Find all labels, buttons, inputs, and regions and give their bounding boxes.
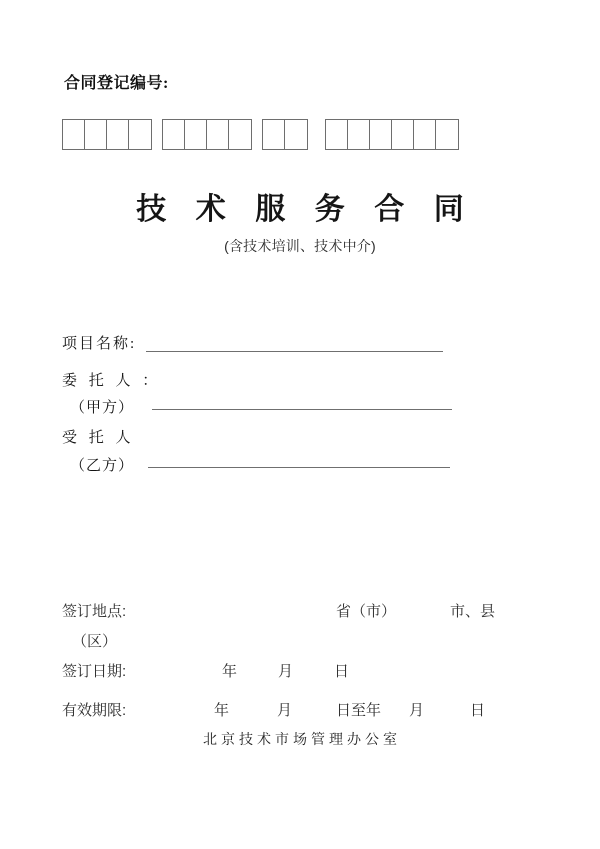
validity-end-month-unit: 月 (409, 702, 425, 719)
registration-number-cell[interactable] (370, 120, 392, 149)
project-name-label: 项目名称: (62, 336, 137, 352)
registration-number-cell[interactable] (129, 120, 151, 149)
validity-start-month-unit: 月 (277, 702, 293, 719)
signing-province-label: 省（市） (336, 603, 397, 620)
registration-number-cell[interactable] (263, 120, 285, 149)
registration-number-cell[interactable] (85, 120, 107, 149)
signing-date-label: 签订日期: (62, 663, 127, 680)
registration-number-cell[interactable] (348, 120, 370, 149)
validity-end-day-unit: 日 (470, 702, 486, 719)
registration-number-cell[interactable] (392, 120, 414, 149)
registration-number-cell[interactable] (207, 120, 229, 149)
registration-box-group-3[interactable] (262, 119, 308, 150)
registration-number-cell[interactable] (436, 120, 458, 149)
registration-number-cell[interactable] (107, 120, 129, 149)
registration-number-cell[interactable] (414, 120, 436, 149)
validity-term-label: 有效期限: (62, 702, 127, 719)
client-party-a-label: （甲方） (70, 400, 135, 416)
registration-box-group-2[interactable] (162, 119, 252, 150)
page-subtitle: (含技术培训、技术中介) (224, 238, 376, 254)
registration-number-boxes (0, 119, 600, 151)
client-input-rule[interactable] (152, 409, 452, 410)
signing-date-year-unit: 年 (222, 663, 238, 680)
registration-number-cell[interactable] (63, 120, 85, 149)
registration-number-cell[interactable] (163, 120, 185, 149)
registration-number-cell[interactable] (285, 120, 307, 149)
client-label: 委 托 人 ： (62, 373, 162, 389)
issuing-authority: 北京技术市场管理办公室 (203, 733, 401, 748)
registration-number-cell[interactable] (185, 120, 207, 149)
registration-box-group-4[interactable] (325, 119, 459, 150)
registration-number-cell[interactable] (326, 120, 348, 149)
signing-district-label: （区） (72, 633, 118, 650)
signing-date-day-unit: 日 (334, 663, 350, 680)
registration-number-cell[interactable] (229, 120, 251, 149)
signing-date-month-unit: 月 (278, 663, 294, 680)
contractor-party-b-label: （乙方） (70, 458, 135, 474)
project-name-input-rule[interactable] (146, 351, 443, 352)
signing-place-label: 签订地点: (62, 603, 127, 620)
contractor-input-rule[interactable] (148, 467, 450, 468)
page-title: 技 术 服 务 合 同 (136, 193, 475, 226)
registration-box-group-1[interactable] (62, 119, 152, 150)
validity-day-to-year-unit: 日至年 (336, 702, 382, 719)
contractor-label: 受 托 人 (62, 430, 135, 446)
signing-city-county-label: 市、县 (450, 603, 496, 620)
validity-start-year-unit: 年 (214, 702, 230, 719)
registration-number-label: 合同登记编号: (64, 75, 169, 92)
